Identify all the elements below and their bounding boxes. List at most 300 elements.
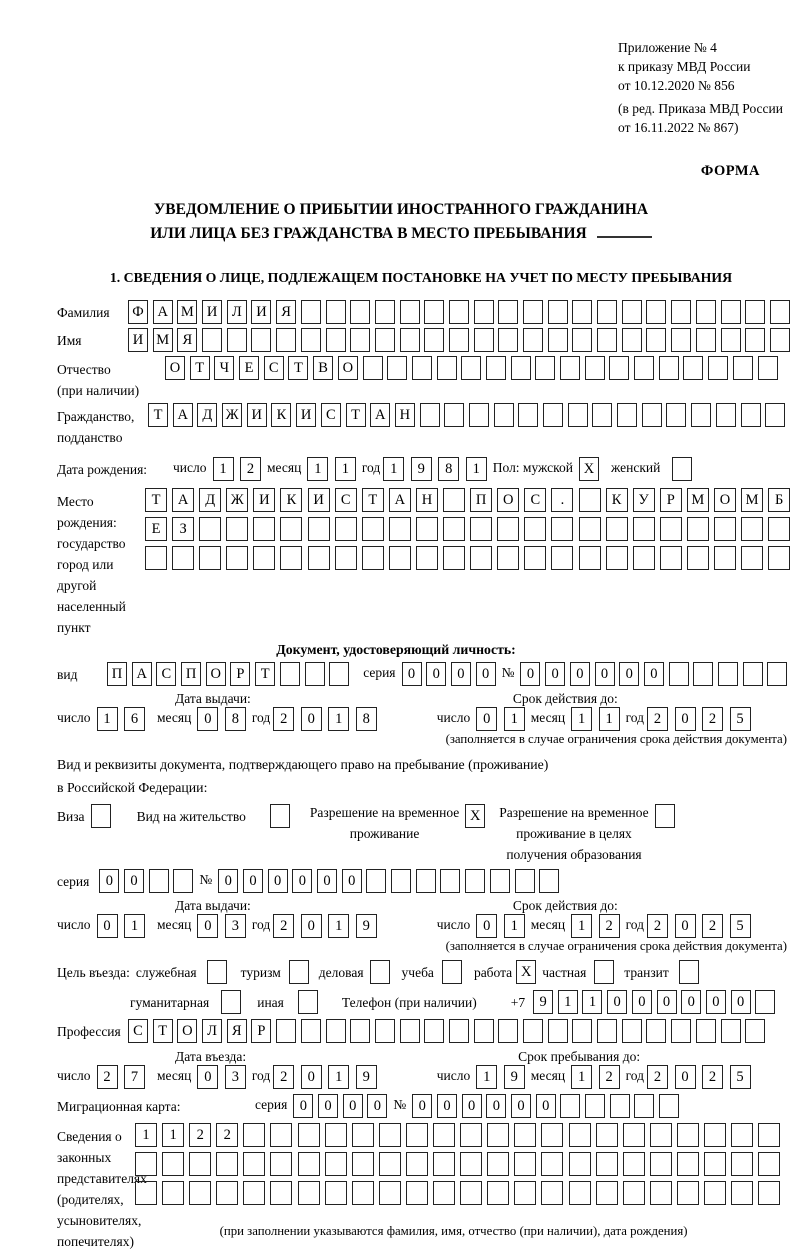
char-cell[interactable]: А (172, 488, 194, 512)
char-cell[interactable] (424, 300, 444, 324)
char-cell[interactable]: Н (416, 488, 438, 512)
char-cell[interactable]: 9 (356, 914, 377, 938)
char-cell[interactable] (253, 517, 275, 541)
char-cell[interactable] (325, 1152, 347, 1176)
char-cell[interactable] (622, 1019, 642, 1043)
char-cell[interactable] (199, 546, 221, 570)
char-cell[interactable]: И (308, 488, 330, 512)
char-cell[interactable]: 0 (124, 869, 144, 893)
char-cell[interactable] (298, 1152, 320, 1176)
char-cell[interactable]: Т (288, 356, 308, 380)
char-cell[interactable] (325, 1181, 347, 1205)
char-cell[interactable]: А (153, 300, 173, 324)
char-cell[interactable] (433, 1152, 455, 1176)
char-cell[interactable] (721, 328, 741, 352)
char-cell[interactable]: 2 (702, 707, 723, 731)
char-cell[interactable] (352, 1123, 374, 1147)
char-cell[interactable] (326, 328, 346, 352)
char-cell[interactable] (634, 356, 654, 380)
char-cell[interactable]: 5 (730, 707, 751, 731)
char-cell[interactable]: 9 (411, 457, 432, 481)
char-cell[interactable]: П (181, 662, 201, 686)
char-cell[interactable]: 0 (343, 1094, 363, 1118)
char-cell[interactable] (592, 403, 612, 427)
char-cell[interactable] (498, 328, 518, 352)
char-cell[interactable] (524, 546, 546, 570)
char-cell[interactable]: П (470, 488, 492, 512)
char-cell[interactable] (280, 662, 300, 686)
char-cell[interactable]: Я (276, 300, 296, 324)
char-cell[interactable]: 0 (426, 662, 446, 686)
char-cell[interactable] (579, 546, 601, 570)
char-cell[interactable] (741, 403, 761, 427)
char-cell[interactable] (352, 1181, 374, 1205)
char-cell[interactable] (745, 328, 765, 352)
char-cell[interactable] (622, 300, 642, 324)
char-cell[interactable]: 6 (124, 707, 145, 731)
char-cell[interactable]: 0 (462, 1094, 482, 1118)
residence-permit-checkbox[interactable] (270, 802, 290, 828)
char-cell[interactable]: М (153, 328, 173, 352)
char-cell[interactable] (671, 328, 691, 352)
char-cell[interactable]: 1 (582, 990, 602, 1014)
char-cell[interactable] (650, 1181, 672, 1205)
char-cell[interactable] (449, 328, 469, 352)
char-cell[interactable] (610, 1094, 630, 1118)
char-cell[interactable]: В (313, 356, 333, 380)
char-cell[interactable] (335, 546, 357, 570)
char-cell[interactable] (162, 1181, 184, 1205)
char-cell[interactable] (523, 300, 543, 324)
char-cell[interactable] (745, 300, 765, 324)
char-cell[interactable] (420, 403, 440, 427)
char-cell[interactable] (305, 662, 325, 686)
char-cell[interactable] (135, 1152, 157, 1176)
temp-permit-checkbox[interactable] (465, 802, 485, 828)
char-cell[interactable] (609, 356, 629, 380)
char-cell[interactable] (270, 1152, 292, 1176)
char-cell[interactable] (758, 1152, 780, 1176)
sex-male-checkbox[interactable] (579, 457, 599, 481)
char-cell[interactable] (443, 517, 465, 541)
char-cell[interactable] (350, 300, 370, 324)
char-cell[interactable]: 2 (97, 1065, 118, 1089)
char-cell[interactable] (524, 517, 546, 541)
char-cell[interactable] (270, 1123, 292, 1147)
char-cell[interactable]: 1 (504, 914, 525, 938)
char-cell[interactable] (243, 1152, 265, 1176)
sex-female-checkbox[interactable] (672, 457, 692, 481)
char-cell[interactable]: Е (145, 517, 167, 541)
char-cell[interactable] (416, 869, 436, 893)
char-cell[interactable] (731, 1152, 753, 1176)
char-cell[interactable]: 0 (218, 869, 238, 893)
char-cell[interactable]: С (156, 662, 176, 686)
char-cell[interactable] (189, 1152, 211, 1176)
char-cell[interactable] (646, 328, 666, 352)
char-cell[interactable] (617, 403, 637, 427)
char-cell[interactable] (721, 300, 741, 324)
char-cell[interactable]: 0 (511, 1094, 531, 1118)
char-cell[interactable] (585, 356, 605, 380)
char-cell[interactable] (442, 960, 462, 984)
char-cell[interactable] (669, 662, 689, 686)
char-cell[interactable] (677, 1152, 699, 1176)
char-cell[interactable] (539, 869, 559, 893)
char-cell[interactable]: 8 (356, 707, 377, 731)
char-cell[interactable]: 2 (273, 707, 294, 731)
char-cell[interactable] (370, 960, 390, 984)
char-cell[interactable] (541, 1152, 563, 1176)
char-cell[interactable] (444, 403, 464, 427)
char-cell[interactable]: А (389, 488, 411, 512)
char-cell[interactable] (671, 1019, 691, 1043)
char-cell[interactable] (497, 546, 519, 570)
char-cell[interactable] (350, 1019, 370, 1043)
char-cell[interactable]: 0 (675, 707, 696, 731)
char-cell[interactable] (660, 517, 682, 541)
char-cell[interactable] (216, 1181, 238, 1205)
char-cell[interactable] (523, 1019, 543, 1043)
char-cell[interactable] (633, 517, 655, 541)
char-cell[interactable] (443, 546, 465, 570)
char-cell[interactable] (679, 960, 699, 984)
char-cell[interactable] (400, 328, 420, 352)
char-cell[interactable]: И (253, 488, 275, 512)
char-cell[interactable] (646, 1019, 666, 1043)
char-cell[interactable]: 0 (301, 1065, 322, 1089)
char-cell[interactable] (363, 356, 383, 380)
char-cell[interactable] (379, 1152, 401, 1176)
char-cell[interactable]: С (264, 356, 284, 380)
char-cell[interactable] (280, 546, 302, 570)
char-cell[interactable]: 0 (301, 914, 322, 938)
char-cell[interactable] (270, 804, 290, 828)
char-cell[interactable]: 1 (135, 1123, 157, 1147)
char-cell[interactable]: X (579, 457, 599, 481)
char-cell[interactable] (270, 1181, 292, 1205)
char-cell[interactable] (596, 1181, 618, 1205)
char-cell[interactable]: И (296, 403, 316, 427)
char-cell[interactable] (758, 356, 778, 380)
purpose-official-checkbox[interactable] (207, 960, 227, 984)
char-cell[interactable]: Д (199, 488, 221, 512)
char-cell[interactable] (585, 1094, 605, 1118)
char-cell[interactable] (523, 328, 543, 352)
char-cell[interactable] (490, 869, 510, 893)
char-cell[interactable] (329, 662, 349, 686)
char-cell[interactable] (449, 1019, 469, 1043)
char-cell[interactable]: Р (251, 1019, 271, 1043)
char-cell[interactable] (379, 1123, 401, 1147)
char-cell[interactable]: 1 (328, 1065, 349, 1089)
char-cell[interactable]: 2 (702, 914, 723, 938)
char-cell[interactable] (474, 300, 494, 324)
char-cell[interactable] (606, 517, 628, 541)
char-cell[interactable]: 0 (731, 990, 751, 1014)
char-cell[interactable]: 0 (412, 1094, 432, 1118)
char-cell[interactable] (172, 546, 194, 570)
purpose-humanitarian-checkbox[interactable] (221, 990, 241, 1014)
char-cell[interactable] (650, 1152, 672, 1176)
char-cell[interactable] (704, 1181, 726, 1205)
char-cell[interactable] (551, 546, 573, 570)
char-cell[interactable]: О (714, 488, 736, 512)
char-cell[interactable] (597, 328, 617, 352)
char-cell[interactable] (718, 662, 738, 686)
char-cell[interactable]: 1 (504, 707, 525, 731)
char-cell[interactable] (671, 300, 691, 324)
char-cell[interactable]: 0 (595, 662, 615, 686)
char-cell[interactable] (597, 1019, 617, 1043)
char-cell[interactable] (659, 356, 679, 380)
char-cell[interactable] (135, 1181, 157, 1205)
char-cell[interactable]: 0 (520, 662, 540, 686)
char-cell[interactable] (579, 517, 601, 541)
char-cell[interactable]: 0 (268, 869, 288, 893)
char-cell[interactable] (487, 1181, 509, 1205)
char-cell[interactable]: А (370, 403, 390, 427)
char-cell[interactable] (216, 1152, 238, 1176)
char-cell[interactable]: С (335, 488, 357, 512)
char-cell[interactable]: 2 (240, 457, 261, 481)
char-cell[interactable]: С (524, 488, 546, 512)
char-cell[interactable] (474, 1019, 494, 1043)
char-cell[interactable]: 0 (570, 662, 590, 686)
purpose-transit-checkbox[interactable] (679, 960, 699, 984)
char-cell[interactable]: У (633, 488, 655, 512)
char-cell[interactable] (714, 517, 736, 541)
char-cell[interactable]: 0 (451, 662, 471, 686)
char-cell[interactable]: Б (768, 488, 790, 512)
char-cell[interactable]: Я (227, 1019, 247, 1043)
char-cell[interactable]: М (687, 488, 709, 512)
char-cell[interactable]: 2 (273, 1065, 294, 1089)
char-cell[interactable] (460, 1123, 482, 1147)
char-cell[interactable] (560, 1094, 580, 1118)
char-cell[interactable] (623, 1123, 645, 1147)
char-cell[interactable]: 1 (213, 457, 234, 481)
char-cell[interactable]: Е (239, 356, 259, 380)
char-cell[interactable] (731, 1123, 753, 1147)
char-cell[interactable] (416, 546, 438, 570)
char-cell[interactable] (474, 328, 494, 352)
char-cell[interactable]: 0 (476, 914, 497, 938)
char-cell[interactable] (568, 403, 588, 427)
char-cell[interactable]: 1 (383, 457, 404, 481)
char-cell[interactable] (308, 546, 330, 570)
char-cell[interactable] (173, 869, 193, 893)
char-cell[interactable] (696, 328, 716, 352)
char-cell[interactable] (465, 869, 485, 893)
char-cell[interactable] (687, 546, 709, 570)
char-cell[interactable] (743, 662, 763, 686)
char-cell[interactable]: И (247, 403, 267, 427)
char-cell[interactable]: 0 (318, 1094, 338, 1118)
char-cell[interactable] (406, 1181, 428, 1205)
char-cell[interactable] (548, 328, 568, 352)
char-cell[interactable]: О (177, 1019, 197, 1043)
char-cell[interactable] (251, 328, 271, 352)
char-cell[interactable] (375, 1019, 395, 1043)
char-cell[interactable] (469, 403, 489, 427)
char-cell[interactable] (460, 1181, 482, 1205)
char-cell[interactable] (221, 990, 241, 1014)
char-cell[interactable]: 0 (536, 1094, 556, 1118)
char-cell[interactable]: Т (145, 488, 167, 512)
char-cell[interactable] (486, 356, 506, 380)
char-cell[interactable] (416, 517, 438, 541)
char-cell[interactable]: 0 (301, 707, 322, 731)
char-cell[interactable] (696, 300, 716, 324)
char-cell[interactable]: 0 (292, 869, 312, 893)
visa-checkbox[interactable] (91, 802, 111, 828)
char-cell[interactable]: 9 (356, 1065, 377, 1089)
char-cell[interactable]: М (177, 300, 197, 324)
char-cell[interactable] (298, 1123, 320, 1147)
char-cell[interactable]: 0 (197, 1065, 218, 1089)
char-cell[interactable] (741, 517, 763, 541)
char-cell[interactable]: Ж (222, 403, 242, 427)
char-cell[interactable] (406, 1123, 428, 1147)
char-cell[interactable] (460, 1152, 482, 1176)
char-cell[interactable] (623, 1152, 645, 1176)
char-cell[interactable]: 2 (647, 1065, 668, 1089)
char-cell[interactable]: 1 (571, 914, 592, 938)
char-cell[interactable] (301, 328, 321, 352)
char-cell[interactable] (597, 300, 617, 324)
char-cell[interactable]: 1 (466, 457, 487, 481)
char-cell[interactable]: 0 (402, 662, 422, 686)
char-cell[interactable]: 0 (437, 1094, 457, 1118)
char-cell[interactable] (433, 1123, 455, 1147)
char-cell[interactable]: 5 (730, 914, 751, 938)
char-cell[interactable] (253, 546, 275, 570)
char-cell[interactable] (758, 1181, 780, 1205)
char-cell[interactable] (400, 300, 420, 324)
char-cell[interactable]: Р (230, 662, 250, 686)
char-cell[interactable]: 0 (197, 914, 218, 938)
char-cell[interactable]: 1 (599, 707, 620, 731)
char-cell[interactable] (335, 517, 357, 541)
char-cell[interactable]: 3 (225, 1065, 246, 1089)
char-cell[interactable]: 1 (162, 1123, 184, 1147)
char-cell[interactable]: 1 (328, 914, 349, 938)
char-cell[interactable] (677, 1181, 699, 1205)
char-cell[interactable]: А (173, 403, 193, 427)
char-cell[interactable]: Т (148, 403, 168, 427)
char-cell[interactable] (646, 300, 666, 324)
char-cell[interactable] (326, 1019, 346, 1043)
char-cell[interactable]: X (516, 960, 536, 984)
char-cell[interactable]: П (107, 662, 127, 686)
char-cell[interactable] (693, 662, 713, 686)
char-cell[interactable] (572, 1019, 592, 1043)
char-cell[interactable] (731, 1181, 753, 1205)
char-cell[interactable] (389, 546, 411, 570)
char-cell[interactable] (470, 517, 492, 541)
char-cell[interactable] (642, 403, 662, 427)
purpose-tourism-checkbox[interactable] (289, 960, 309, 984)
char-cell[interactable]: Т (346, 403, 366, 427)
char-cell[interactable]: Р (660, 488, 682, 512)
char-cell[interactable] (400, 1019, 420, 1043)
char-cell[interactable]: 9 (504, 1065, 525, 1089)
char-cell[interactable] (714, 546, 736, 570)
char-cell[interactable] (199, 517, 221, 541)
char-cell[interactable]: З (172, 517, 194, 541)
char-cell[interactable]: 9 (533, 990, 553, 1014)
char-cell[interactable] (301, 300, 321, 324)
char-cell[interactable] (514, 1152, 536, 1176)
char-cell[interactable] (677, 1123, 699, 1147)
char-cell[interactable] (325, 1123, 347, 1147)
char-cell[interactable]: 0 (367, 1094, 387, 1118)
char-cell[interactable]: 0 (476, 662, 496, 686)
char-cell[interactable] (375, 328, 395, 352)
char-cell[interactable]: 0 (99, 869, 119, 893)
char-cell[interactable]: 0 (675, 1065, 696, 1089)
char-cell[interactable]: 2 (599, 1065, 620, 1089)
char-cell[interactable] (350, 328, 370, 352)
edu-permit-checkbox[interactable] (655, 802, 675, 828)
char-cell[interactable] (352, 1152, 374, 1176)
char-cell[interactable]: 3 (225, 914, 246, 938)
char-cell[interactable]: А (132, 662, 152, 686)
char-cell[interactable] (606, 546, 628, 570)
char-cell[interactable] (326, 300, 346, 324)
char-cell[interactable]: Н (395, 403, 415, 427)
char-cell[interactable]: И (128, 328, 148, 352)
char-cell[interactable] (572, 300, 592, 324)
char-cell[interactable] (497, 517, 519, 541)
char-cell[interactable]: К (280, 488, 302, 512)
purpose-study-checkbox[interactable] (442, 960, 462, 984)
char-cell[interactable] (716, 403, 736, 427)
char-cell[interactable]: 0 (675, 914, 696, 938)
char-cell[interactable]: 5 (730, 1065, 751, 1089)
purpose-other-checkbox[interactable] (298, 990, 318, 1014)
char-cell[interactable] (91, 804, 111, 828)
char-cell[interactable] (691, 403, 711, 427)
char-cell[interactable]: О (497, 488, 519, 512)
purpose-work-checkbox[interactable] (516, 960, 536, 984)
char-cell[interactable] (704, 1152, 726, 1176)
char-cell[interactable] (683, 356, 703, 380)
char-cell[interactable] (487, 1123, 509, 1147)
char-cell[interactable] (207, 960, 227, 984)
char-cell[interactable] (659, 1094, 679, 1118)
char-cell[interactable]: 0 (486, 1094, 506, 1118)
char-cell[interactable]: С (321, 403, 341, 427)
char-cell[interactable] (145, 546, 167, 570)
char-cell[interactable] (375, 300, 395, 324)
char-cell[interactable]: И (251, 300, 271, 324)
char-cell[interactable]: Ч (214, 356, 234, 380)
char-cell[interactable]: Д (197, 403, 217, 427)
char-cell[interactable]: 2 (647, 707, 668, 731)
char-cell[interactable]: И (202, 300, 222, 324)
char-cell[interactable]: 2 (216, 1123, 238, 1147)
char-cell[interactable] (280, 517, 302, 541)
char-cell[interactable] (770, 300, 790, 324)
char-cell[interactable] (461, 356, 481, 380)
char-cell[interactable] (755, 990, 775, 1014)
char-cell[interactable]: Т (255, 662, 275, 686)
char-cell[interactable] (745, 1019, 765, 1043)
char-cell[interactable] (424, 328, 444, 352)
char-cell[interactable] (162, 1152, 184, 1176)
